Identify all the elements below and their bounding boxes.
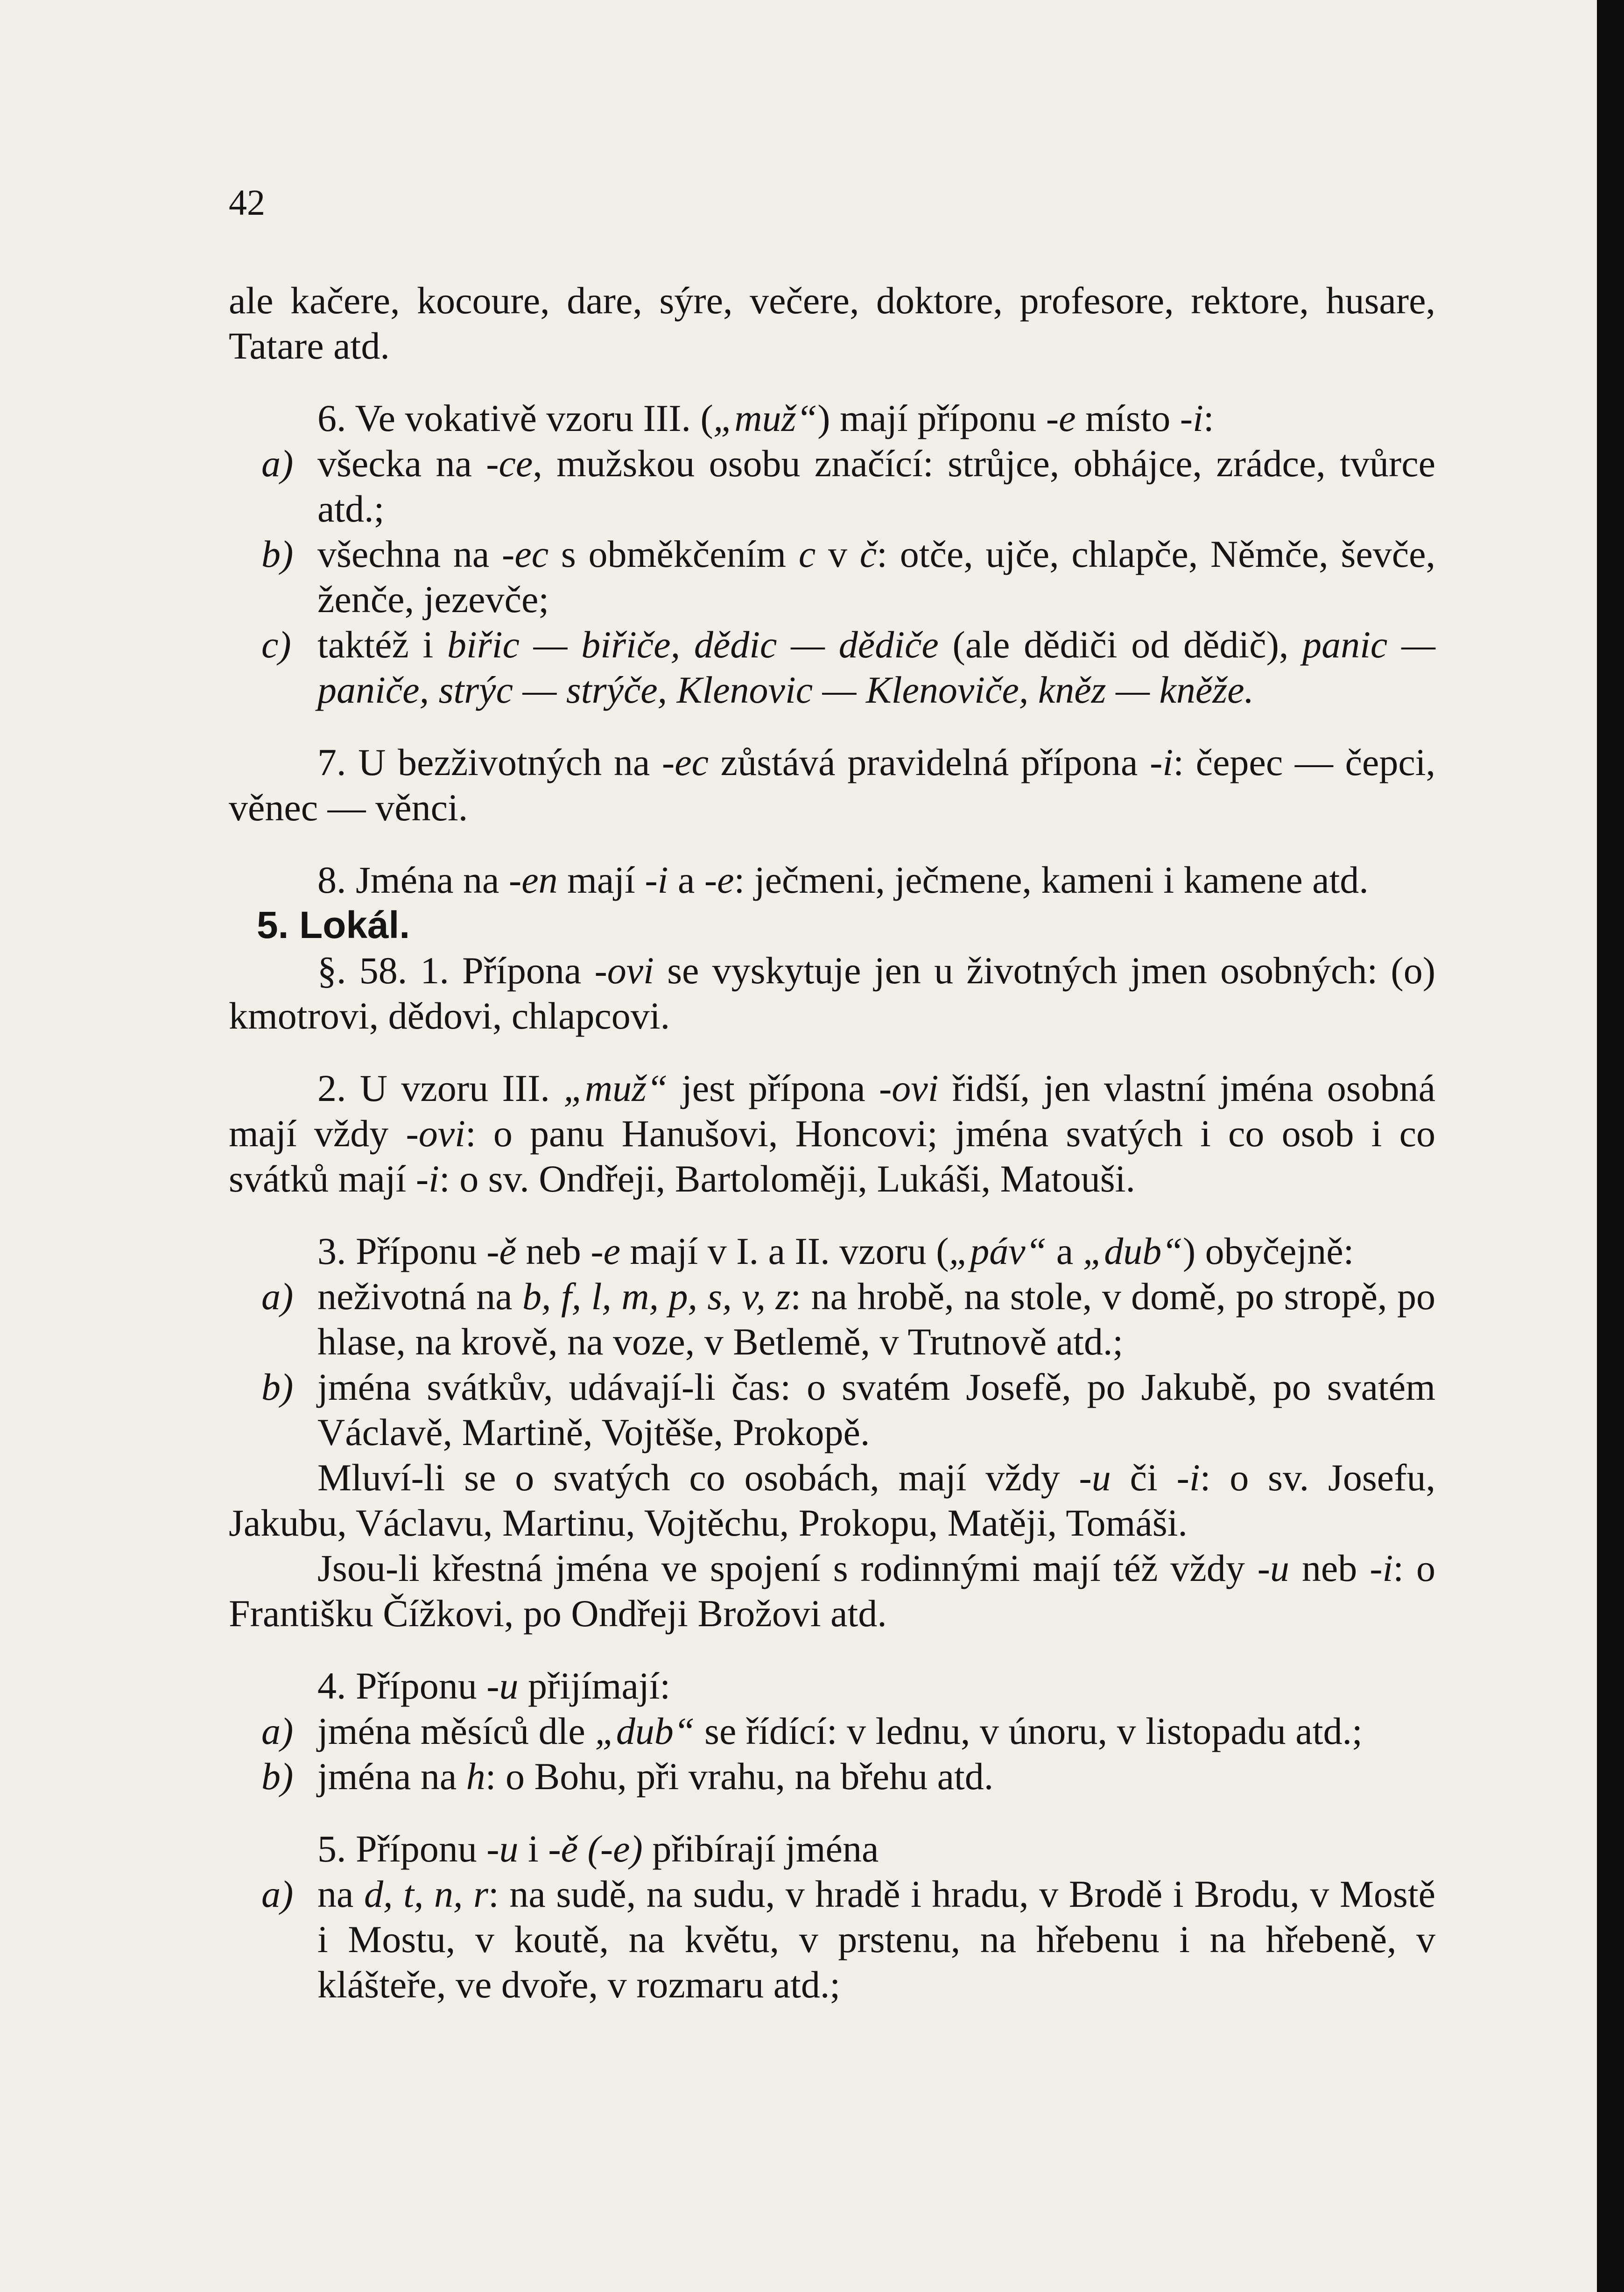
section-title: 5. Lokál. xyxy=(257,904,410,946)
paragraph-58-5: 5. Příponu -u i -ě (-e) přibírají jména xyxy=(317,1827,879,1870)
paragraph-7: 7. U bezživotných na -ec zůstává pravidelná přípona -i: čepec — čepci, věnec — věnci. xyxy=(229,741,1436,829)
scan-border xyxy=(1597,0,1624,2292)
paragraph-58-4: 4. Příponu -u přijímají: xyxy=(317,1664,671,1707)
item-3a: a) neživotná na b, f, l, m, p, s, v, z: na hrobě, na stole, v domě, po stropě, po hlase, na krově, na voze, v Betlemě, v Trutnově atd.; xyxy=(261,1275,1435,1363)
item-4a: a) jména měsíců dle „dub“ se řídící: v lednu, v únoru, v listopadu atd.; xyxy=(261,1710,1363,1752)
paragraph-58-3: 3. Příponu -ě neb -e mají v I. a II. vzoru („páv“ a „dub“) obyčejně: xyxy=(317,1230,1354,1272)
item-6c: c) taktéž i biřic — biřiče, dědic — dědiče (ale dědiči od dědič), panic — paniče, strýc — strýče, Klenovic — Klenoviče, kněz — kněže. xyxy=(261,623,1435,711)
paragraph-8: 8. Jména na -en mají -i a -e: ječmeni, ječmene, kameni i kamene atd. xyxy=(317,859,1369,901)
item-6b: b) všechna na -ec s obměkčením c v č: otče, ujče, chlapče, Němče, ševče, ženče, jezevče; xyxy=(261,533,1436,621)
item-5a: a) na d, t, n, r: na sudě, na sudu, v hradě i hradu, v Brodě i Brodu, v Mostě i Mostu, v koutě, na květu, v prstenu, na hřebenu i na hřebeně, v klášteře, ve dvoře, v rozmaru atd.; xyxy=(261,1873,1435,2006)
paragraph-6: 6. Ve vokativě vzoru III. („muž“) mají příponu -e místo -i: xyxy=(317,397,1214,439)
page-body xyxy=(229,278,1435,2007)
item-4b: b) jména na h: o Bohu, při vrahu, na břehu atd. xyxy=(261,1755,994,1798)
paragraph-58-1: §. 58. 1. Přípona -ovi se vyskytuje jen u životných jmen osobných: (o) kmotrovi, dědovi, chlapcovi. xyxy=(229,949,1436,1037)
paragraph-saints: Mluví-li se o svatých co osobách, mají vždy -u či -i: o sv. Josefu, Jakubu, Václavu, Martinu, Vojtěchu, Prokopu, Matěji, Tomáši. xyxy=(229,1456,1435,1544)
item-6a: a) všecka na -ce, mužskou osobu značící: strůjce, obhájce, zrádce, tvůrce atd.; xyxy=(261,442,1435,530)
page-number: 42 xyxy=(229,182,265,223)
paragraph-christian-names: Jsou-li křestná jména ve spojení s rodinnými mají též vždy -u neb -i: o Františku Čížkovi, po Ondřeji Brožovi atd. xyxy=(229,1547,1435,1635)
item-3b: b) jména svátkův, udávají-li čas: o svatém Josefě, po Jakubě, po svatém Václavě, Martině, Vojtěše, Prokopě. xyxy=(261,1366,1435,1453)
paragraph-vocative-examples: ale kačere, kocoure, dare, sýre, večere, doktore, profesore, rektore, husare, Tatare atd. xyxy=(229,279,1435,367)
paragraph-58-2: 2. U vzoru III. „muž“ jest přípona -ovi řidší, jen vlastní jména osobná mají vždy -ovi: o panu Hanušovi, Honcovi; jména svatých i co osob i co svátků mají -i: o sv. Ondřeji, Bartoloměji, Lukáši, Matouši. xyxy=(229,1067,1436,1200)
